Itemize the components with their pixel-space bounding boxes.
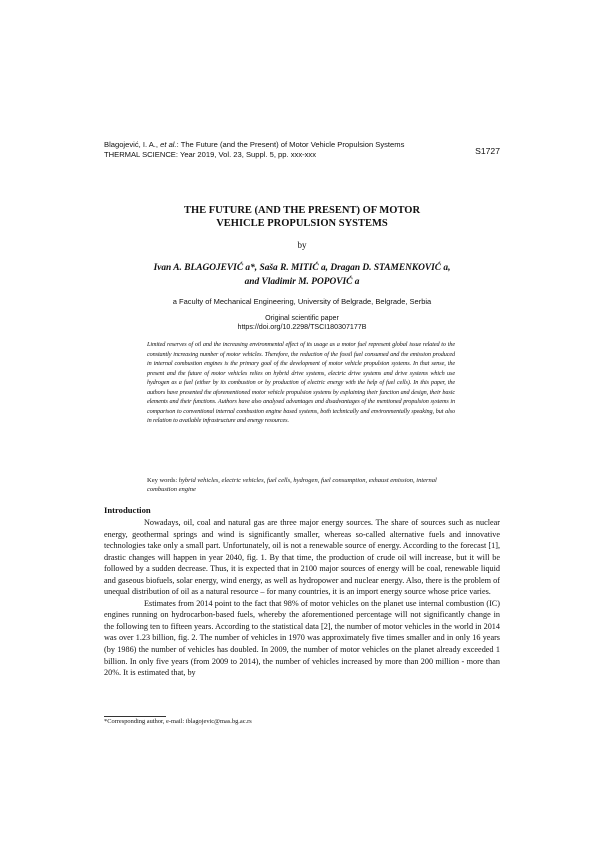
title-line-2: VEHICLE PROPULSION SYSTEMS [216,217,388,229]
footnote-divider [104,716,166,717]
affiliation: a Faculty of Mechanical Engineering, University of Belgrade, Belgrade, Serbia [172,297,432,306]
paragraph-2: Estimates from 2014 point to the fact that 98% of motor vehicles on the planet use internal combustion (IC) engines running on hydrocarbon-based fuels, whereby the aforementioned percentage will not significantly change in the following ten to fifteen years. According to the statistical data [2], the number of motor vehicles in the world in 2014 was over 1.23 billion, fig. 2. The number of vehicles in 1970 was approximately five times smaller and in only 16 years (by 1986) the number of vehicles has doubled. In 2009, the number of motor vehicles on the planet already exceeded 1 billion. In only five years (from 2009 to 2014), the number of vehicles increased by more than 200 million - more than 20%. It is estimated that, by [104,598,500,678]
journal-info: THERMAL SCIENCE: Year 2019, Vol. 23, Suppl. 5, pp. [104,149,291,159]
paragraph-1: Nowadays, oil, coal and natural gas are three major energy sources. The share of sources such as nuclear energy, geothermal springs and wind is significantly smaller, whereas so-called alternative fuels and innovative technologies take only a small part. Unfortunately, oil is not a renewable source of energy. According to the forecast [1], drastic changes will happen in year 2040, fig. 1. By that time, the production of crude oil will increase, but it will be followed by a sudden decrease. Thus, it is expected that in 2100 major sources of energy will be coal, renewable liquid and gaseous biofuels, solar energy, wind energy, as well as hydropower and nuclear energy. Also, there is the problem of unequal distribution of oil as a natural resource – for many countries, it is an import energy source whose price varies. [104,518,500,597]
citation-authors: Blagojević, I. A., [104,140,161,149]
keywords [147,476,455,494]
paper-type: Original scientific paper [265,314,339,322]
page-range: xxx-xxx [290,149,317,159]
keywords-text: hybrid vehicles, electric vehicles, fuel cells, hydrogen, fuel consumption, exhaust emission, internal combustion engine [147,477,437,493]
paper-meta [104,314,500,332]
abstract: Limited reserves of oil and the increasing environmental effect of its usage as a motor fuel represent global issue related to the constantly increasing number of motor vehicles. Therefore, the reduction of the fossil fuel consumed and the emission produced in internal combustion engines is the primary goal of the development of motor vehicle propulsion systems. In that sense, the present and the future of motor vehicles relies on hybrid drive systems, electric drive systems and drive systems which use hydrogen as a fuel (either by its combustion or by production of electric energy with the help of fuel cells). In this paper, the authors have presented the aforementioned motor vehicle propulsion systems by explaining their function and design, their basic elements and their functions. Authors have also analysed advantages and disadvantages of the mentioned propulsion systems in comparison to conventional internal combustion engine based systems, both technically and environmentally speaking, but also in relation to available infrastructure and energy resources. [147,341,455,425]
citation-etal: et al. [160,140,177,149]
running-header [104,140,500,159]
citation-line [104,140,500,150]
by-label: by [297,240,307,250]
paper-title [104,205,500,230]
authors-line-2: and Vladimir M. POPOVIĆ a [244,276,360,287]
doi-link[interactable]: https://doi.org/10.2298/TSCI180307177B [237,323,367,331]
page-number: S1727 [475,146,500,156]
authors-line-1: Ivan A. BLAGOJEVIĆ a*, Saša R. MITIĆ a, Dragan D. STAMENKOVIĆ a, [153,263,451,273]
title-line-1: THE FUTURE (AND THE PRESENT) OF MOTOR [183,205,421,216]
journal-line [104,150,500,160]
footnote: *Corresponding author, e-mail: iblagojevic@mas.bg.ac.rs [104,718,252,725]
citation-title: : The Future (and the Present) of Motor Vehicle Propulsion Systems [176,140,405,149]
section-heading-introduction: Introduction [104,505,151,515]
keywords-label: Key words: [147,477,179,484]
author-list [104,262,500,289]
introduction-body [104,517,500,679]
